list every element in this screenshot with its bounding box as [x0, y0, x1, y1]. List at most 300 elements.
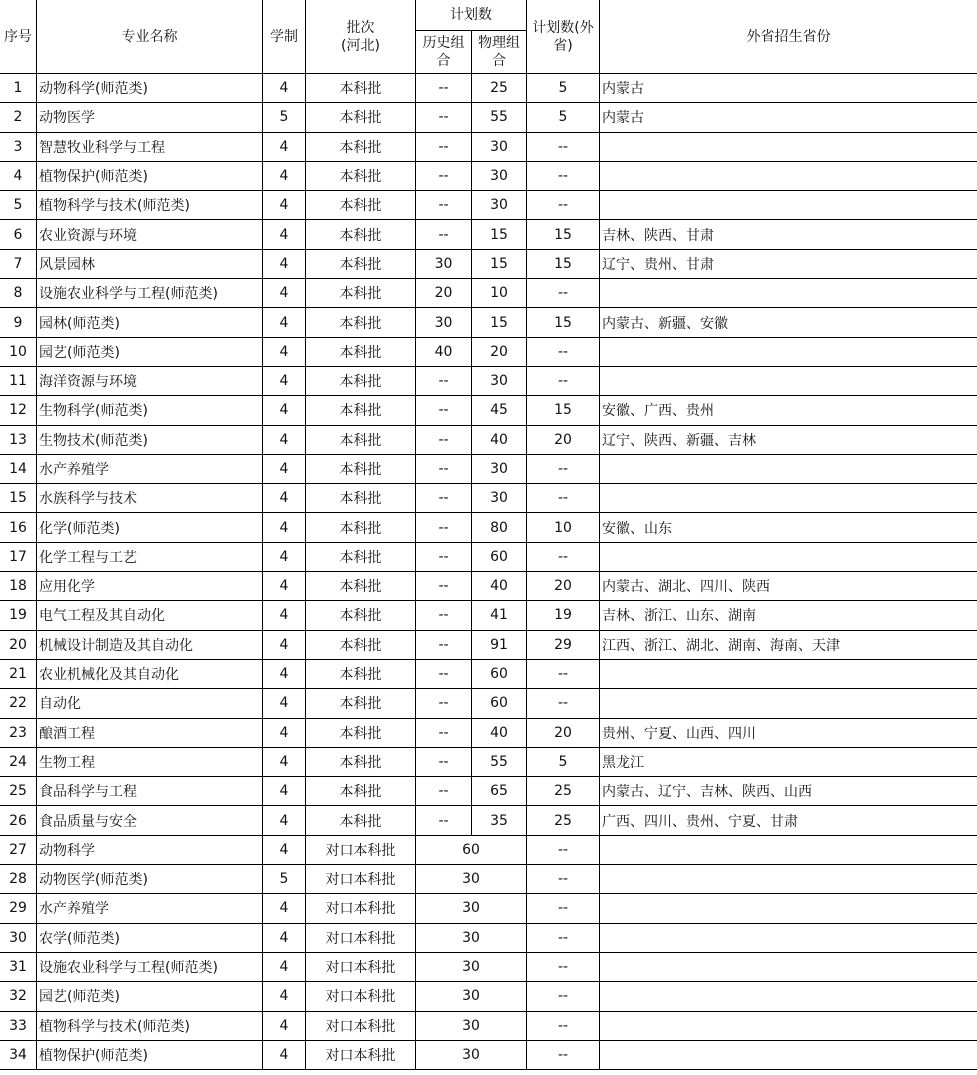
cell-years: 4 — [263, 923, 306, 952]
cell-years: 4 — [263, 132, 306, 161]
cell-outside-count: 5 — [527, 103, 600, 132]
cell-history-count: -- — [416, 220, 472, 249]
cell-outside-count: -- — [527, 279, 600, 308]
cell-history-count: -- — [416, 103, 472, 132]
cell-history-count: 20 — [416, 279, 472, 308]
cell-seq: 4 — [0, 161, 37, 190]
table-row — [0, 601, 977, 630]
cell-major-name: 设施农业科学与工程(师范类) — [37, 952, 263, 981]
cell-seq: 27 — [0, 835, 37, 864]
cell-years: 4 — [263, 747, 306, 776]
cell-seq: 25 — [0, 777, 37, 806]
header-batch-line1: 批次 — [346, 19, 375, 36]
cell-plan-count: 30 — [416, 894, 527, 923]
cell-history-count: -- — [416, 689, 472, 718]
cell-seq: 20 — [0, 630, 37, 659]
table-row — [0, 103, 977, 132]
cell-batch: 本科批 — [306, 132, 416, 161]
cell-batch: 本科批 — [306, 718, 416, 747]
cell-major-name: 食品质量与安全 — [37, 806, 263, 835]
cell-seq: 33 — [0, 1011, 37, 1040]
cell-physics-count: 80 — [472, 513, 527, 542]
header-outside-plan: 计划数(外省) — [527, 0, 600, 74]
table-row — [0, 396, 977, 425]
cell-physics-count: 91 — [472, 630, 527, 659]
table-row — [0, 777, 977, 806]
header-plan: 计划数 — [416, 0, 527, 31]
cell-years: 4 — [263, 513, 306, 542]
cell-provinces: 安徽、广西、贵州 — [600, 396, 977, 425]
cell-physics-count: 30 — [472, 484, 527, 513]
cell-history-count: -- — [416, 572, 472, 601]
cell-history-count: -- — [416, 513, 472, 542]
cell-seq: 9 — [0, 308, 37, 337]
cell-outside-count: 15 — [527, 308, 600, 337]
cell-batch: 对口本科批 — [306, 982, 416, 1011]
table-row — [0, 191, 977, 220]
cell-batch: 本科批 — [306, 161, 416, 190]
cell-outside-count: 29 — [527, 630, 600, 659]
header-physics-combo: 物理组合 — [472, 31, 527, 74]
cell-physics-count: 55 — [472, 103, 527, 132]
cell-batch: 本科批 — [306, 220, 416, 249]
cell-physics-count: 15 — [472, 249, 527, 278]
cell-outside-count: 20 — [527, 572, 600, 601]
cell-provinces — [600, 542, 977, 571]
table-row — [0, 572, 977, 601]
table-header — [0, 0, 977, 74]
cell-seq: 21 — [0, 659, 37, 688]
cell-batch: 本科批 — [306, 689, 416, 718]
cell-batch: 本科批 — [306, 74, 416, 103]
cell-seq: 2 — [0, 103, 37, 132]
cell-major-name: 植物保护(师范类) — [37, 1040, 263, 1069]
cell-plan-count: 30 — [416, 1011, 527, 1040]
table-row — [0, 425, 977, 454]
cell-seq: 26 — [0, 806, 37, 835]
cell-major-name: 海洋资源与环境 — [37, 366, 263, 395]
cell-provinces — [600, 337, 977, 366]
cell-history-count: -- — [416, 601, 472, 630]
cell-outside-count: -- — [527, 1040, 600, 1069]
cell-years: 4 — [263, 982, 306, 1011]
cell-batch: 本科批 — [306, 103, 416, 132]
cell-provinces — [600, 982, 977, 1011]
cell-years: 4 — [263, 659, 306, 688]
cell-seq: 8 — [0, 279, 37, 308]
cell-batch: 本科批 — [306, 542, 416, 571]
cell-provinces: 广西、四川、贵州、宁夏、甘肃 — [600, 806, 977, 835]
table-row — [0, 484, 977, 513]
cell-provinces: 内蒙古、新疆、安徽 — [600, 308, 977, 337]
header-batch-line2: (河北) — [341, 37, 380, 54]
cell-history-count: -- — [416, 161, 472, 190]
cell-batch: 对口本科批 — [306, 952, 416, 981]
cell-provinces — [600, 1011, 977, 1040]
table-row — [0, 454, 977, 483]
table-row — [0, 542, 977, 571]
cell-years: 4 — [263, 308, 306, 337]
cell-batch: 本科批 — [306, 630, 416, 659]
cell-major-name: 植物保护(师范类) — [37, 161, 263, 190]
cell-batch: 本科批 — [306, 308, 416, 337]
cell-major-name: 生物工程 — [37, 747, 263, 776]
cell-seq: 19 — [0, 601, 37, 630]
cell-major-name: 水族科学与技术 — [37, 484, 263, 513]
cell-provinces — [600, 132, 977, 161]
cell-provinces: 贵州、宁夏、山西、四川 — [600, 718, 977, 747]
cell-provinces: 内蒙古 — [600, 103, 977, 132]
cell-outside-count: 25 — [527, 806, 600, 835]
table-row — [0, 806, 977, 835]
cell-major-name: 生物科学(师范类) — [37, 396, 263, 425]
cell-history-count: -- — [416, 425, 472, 454]
cell-physics-count: 45 — [472, 396, 527, 425]
cell-provinces: 内蒙古、辽宁、吉林、陕西、山西 — [600, 777, 977, 806]
cell-batch: 对口本科批 — [306, 923, 416, 952]
cell-provinces — [600, 279, 977, 308]
table-row — [0, 952, 977, 981]
cell-plan-count: 30 — [416, 1040, 527, 1069]
cell-batch: 本科批 — [306, 484, 416, 513]
cell-seq: 23 — [0, 718, 37, 747]
cell-history-count: -- — [416, 718, 472, 747]
cell-major-name: 园艺(师范类) — [37, 337, 263, 366]
cell-outside-count: -- — [527, 337, 600, 366]
cell-years: 5 — [263, 865, 306, 894]
cell-provinces — [600, 366, 977, 395]
cell-outside-count: 5 — [527, 74, 600, 103]
cell-provinces — [600, 659, 977, 688]
cell-major-name: 机械设计制造及其自动化 — [37, 630, 263, 659]
cell-physics-count: 25 — [472, 74, 527, 103]
cell-years: 4 — [263, 689, 306, 718]
cell-physics-count: 55 — [472, 747, 527, 776]
table-row — [0, 1011, 977, 1040]
cell-batch: 本科批 — [306, 425, 416, 454]
table-row — [0, 689, 977, 718]
cell-outside-count: -- — [527, 191, 600, 220]
cell-history-count: 40 — [416, 337, 472, 366]
header-history-combo: 历史组合 — [416, 31, 472, 74]
cell-major-name: 生物技术(师范类) — [37, 425, 263, 454]
cell-outside-count: 20 — [527, 425, 600, 454]
cell-outside-count: -- — [527, 659, 600, 688]
table-row — [0, 249, 977, 278]
cell-major-name: 园林(师范类) — [37, 308, 263, 337]
cell-major-name: 风景园林 — [37, 249, 263, 278]
cell-seq: 15 — [0, 484, 37, 513]
cell-major-name: 电气工程及其自动化 — [37, 601, 263, 630]
cell-provinces: 安徽、山东 — [600, 513, 977, 542]
cell-batch: 本科批 — [306, 337, 416, 366]
cell-major-name: 植物科学与技术(师范类) — [37, 1011, 263, 1040]
header-provinces: 外省招生省份 — [600, 0, 977, 74]
cell-outside-count: -- — [527, 132, 600, 161]
cell-physics-count: 60 — [472, 542, 527, 571]
cell-years: 4 — [263, 630, 306, 659]
cell-history-count: -- — [416, 132, 472, 161]
cell-outside-count: -- — [527, 689, 600, 718]
cell-provinces — [600, 191, 977, 220]
cell-seq: 7 — [0, 249, 37, 278]
cell-provinces: 黑龙江 — [600, 747, 977, 776]
cell-provinces: 辽宁、陕西、新疆、吉林 — [600, 425, 977, 454]
cell-history-count: 30 — [416, 308, 472, 337]
table-row — [0, 132, 977, 161]
cell-seq: 1 — [0, 74, 37, 103]
cell-major-name: 植物科学与技术(师范类) — [37, 191, 263, 220]
cell-major-name: 农学(师范类) — [37, 923, 263, 952]
cell-years: 4 — [263, 425, 306, 454]
cell-provinces — [600, 835, 977, 864]
cell-outside-count: 15 — [527, 220, 600, 249]
cell-provinces: 辽宁、贵州、甘肃 — [600, 249, 977, 278]
cell-plan-count: 30 — [416, 952, 527, 981]
cell-years: 4 — [263, 1040, 306, 1069]
cell-provinces: 吉林、浙江、山东、湖南 — [600, 601, 977, 630]
cell-major-name: 智慧牧业科学与工程 — [37, 132, 263, 161]
cell-seq: 6 — [0, 220, 37, 249]
table-row — [0, 337, 977, 366]
cell-history-count: -- — [416, 74, 472, 103]
table-row — [0, 835, 977, 864]
cell-physics-count: 40 — [472, 425, 527, 454]
cell-outside-count: -- — [527, 982, 600, 1011]
cell-provinces — [600, 484, 977, 513]
cell-seq: 11 — [0, 366, 37, 395]
cell-batch: 本科批 — [306, 513, 416, 542]
cell-batch: 本科批 — [306, 806, 416, 835]
cell-batch: 对口本科批 — [306, 1011, 416, 1040]
cell-seq: 34 — [0, 1040, 37, 1069]
cell-seq: 5 — [0, 191, 37, 220]
cell-seq: 10 — [0, 337, 37, 366]
cell-physics-count: 60 — [472, 659, 527, 688]
cell-years: 4 — [263, 777, 306, 806]
table-row — [0, 982, 977, 1011]
cell-history-count: -- — [416, 630, 472, 659]
cell-outside-count: 10 — [527, 513, 600, 542]
cell-history-count: -- — [416, 659, 472, 688]
table-row — [0, 894, 977, 923]
cell-physics-count: 10 — [472, 279, 527, 308]
cell-outside-count: -- — [527, 454, 600, 483]
cell-years: 4 — [263, 191, 306, 220]
cell-major-name: 化学(师范类) — [37, 513, 263, 542]
cell-seq: 31 — [0, 952, 37, 981]
cell-major-name: 动物医学(师范类) — [37, 865, 263, 894]
cell-outside-count: 15 — [527, 249, 600, 278]
cell-seq: 28 — [0, 865, 37, 894]
cell-major-name: 动物医学 — [37, 103, 263, 132]
cell-seq: 18 — [0, 572, 37, 601]
cell-years: 4 — [263, 454, 306, 483]
cell-physics-count: 35 — [472, 806, 527, 835]
cell-outside-count: -- — [527, 835, 600, 864]
cell-major-name: 水产养殖学 — [37, 454, 263, 483]
cell-plan-count: 60 — [416, 835, 527, 864]
cell-physics-count: 30 — [472, 191, 527, 220]
cell-major-name: 设施农业科学与工程(师范类) — [37, 279, 263, 308]
cell-physics-count: 20 — [472, 337, 527, 366]
header-major-name: 专业名称 — [37, 0, 263, 74]
cell-seq: 13 — [0, 425, 37, 454]
header-years: 学制 — [263, 0, 306, 74]
cell-batch: 本科批 — [306, 659, 416, 688]
cell-outside-count: -- — [527, 865, 600, 894]
cell-history-count: -- — [416, 191, 472, 220]
cell-years: 4 — [263, 542, 306, 571]
cell-outside-count: -- — [527, 1011, 600, 1040]
cell-physics-count: 30 — [472, 161, 527, 190]
cell-provinces — [600, 689, 977, 718]
cell-plan-count: 30 — [416, 865, 527, 894]
cell-outside-count: 15 — [527, 396, 600, 425]
table-row — [0, 865, 977, 894]
header-batch — [306, 0, 416, 74]
cell-seq: 24 — [0, 747, 37, 776]
table-row — [0, 220, 977, 249]
cell-outside-count: -- — [527, 952, 600, 981]
cell-years: 4 — [263, 718, 306, 747]
cell-physics-count: 65 — [472, 777, 527, 806]
cell-physics-count: 30 — [472, 132, 527, 161]
cell-years: 4 — [263, 1011, 306, 1040]
cell-outside-count: 20 — [527, 718, 600, 747]
cell-major-name: 食品科学与工程 — [37, 777, 263, 806]
cell-batch: 本科批 — [306, 191, 416, 220]
cell-batch: 本科批 — [306, 601, 416, 630]
header-seq: 序号 — [0, 0, 37, 74]
cell-outside-count: -- — [527, 923, 600, 952]
cell-plan-count: 30 — [416, 923, 527, 952]
cell-years: 4 — [263, 484, 306, 513]
cell-seq: 14 — [0, 454, 37, 483]
cell-provinces — [600, 161, 977, 190]
cell-years: 4 — [263, 396, 306, 425]
table-row — [0, 513, 977, 542]
cell-seq: 16 — [0, 513, 37, 542]
cell-physics-count: 15 — [472, 308, 527, 337]
cell-outside-count: -- — [527, 894, 600, 923]
cell-history-count: -- — [416, 366, 472, 395]
cell-provinces: 江西、浙江、湖北、湖南、海南、天津 — [600, 630, 977, 659]
table-row — [0, 74, 977, 103]
cell-physics-count: 30 — [472, 366, 527, 395]
cell-years: 4 — [263, 161, 306, 190]
cell-seq: 29 — [0, 894, 37, 923]
table-row — [0, 659, 977, 688]
cell-physics-count: 60 — [472, 689, 527, 718]
table-row — [0, 630, 977, 659]
cell-physics-count: 41 — [472, 601, 527, 630]
table-row — [0, 718, 977, 747]
cell-seq: 30 — [0, 923, 37, 952]
cell-history-count: -- — [416, 396, 472, 425]
table-row — [0, 923, 977, 952]
cell-years: 4 — [263, 337, 306, 366]
cell-outside-count: 5 — [527, 747, 600, 776]
table-body — [0, 74, 977, 1070]
cell-batch: 本科批 — [306, 366, 416, 395]
cell-years: 4 — [263, 279, 306, 308]
table-row — [0, 747, 977, 776]
cell-batch: 本科批 — [306, 249, 416, 278]
cell-years: 4 — [263, 249, 306, 278]
cell-batch: 本科批 — [306, 747, 416, 776]
cell-years: 5 — [263, 103, 306, 132]
cell-batch: 对口本科批 — [306, 1040, 416, 1069]
cell-years: 4 — [263, 220, 306, 249]
cell-seq: 22 — [0, 689, 37, 718]
cell-outside-count: -- — [527, 161, 600, 190]
cell-years: 4 — [263, 74, 306, 103]
cell-seq: 3 — [0, 132, 37, 161]
cell-history-count: -- — [416, 806, 472, 835]
cell-provinces — [600, 1040, 977, 1069]
table-row — [0, 308, 977, 337]
cell-batch: 本科批 — [306, 454, 416, 483]
cell-years: 4 — [263, 601, 306, 630]
table-row — [0, 161, 977, 190]
cell-seq: 32 — [0, 982, 37, 1011]
cell-provinces: 吉林、陕西、甘肃 — [600, 220, 977, 249]
cell-major-name: 自动化 — [37, 689, 263, 718]
cell-batch: 对口本科批 — [306, 865, 416, 894]
cell-provinces — [600, 952, 977, 981]
cell-major-name: 农业资源与环境 — [37, 220, 263, 249]
cell-provinces — [600, 865, 977, 894]
cell-years: 4 — [263, 366, 306, 395]
cell-major-name: 动物科学(师范类) — [37, 74, 263, 103]
cell-batch: 本科批 — [306, 279, 416, 308]
cell-history-count: -- — [416, 542, 472, 571]
cell-history-count: -- — [416, 484, 472, 513]
cell-batch: 本科批 — [306, 396, 416, 425]
cell-history-count: -- — [416, 454, 472, 483]
cell-outside-count: -- — [527, 542, 600, 571]
cell-provinces: 内蒙古、湖北、四川、陕西 — [600, 572, 977, 601]
cell-years: 4 — [263, 806, 306, 835]
cell-batch: 对口本科批 — [306, 835, 416, 864]
cell-provinces — [600, 923, 977, 952]
cell-provinces — [600, 454, 977, 483]
cell-physics-count: 40 — [472, 718, 527, 747]
cell-major-name: 化学工程与工艺 — [37, 542, 263, 571]
cell-physics-count: 15 — [472, 220, 527, 249]
cell-provinces: 内蒙古 — [600, 74, 977, 103]
cell-years: 4 — [263, 835, 306, 864]
table-row — [0, 279, 977, 308]
cell-seq: 12 — [0, 396, 37, 425]
cell-provinces — [600, 894, 977, 923]
cell-batch: 对口本科批 — [306, 894, 416, 923]
cell-batch: 本科批 — [306, 777, 416, 806]
cell-major-name: 酿酒工程 — [37, 718, 263, 747]
cell-physics-count: 40 — [472, 572, 527, 601]
table-row — [0, 366, 977, 395]
cell-history-count: 30 — [416, 249, 472, 278]
cell-history-count: -- — [416, 747, 472, 776]
cell-years: 4 — [263, 952, 306, 981]
cell-batch: 本科批 — [306, 572, 416, 601]
cell-outside-count: 25 — [527, 777, 600, 806]
cell-outside-count: -- — [527, 484, 600, 513]
cell-outside-count: -- — [527, 366, 600, 395]
table-row — [0, 1040, 977, 1069]
cell-outside-count: 19 — [527, 601, 600, 630]
